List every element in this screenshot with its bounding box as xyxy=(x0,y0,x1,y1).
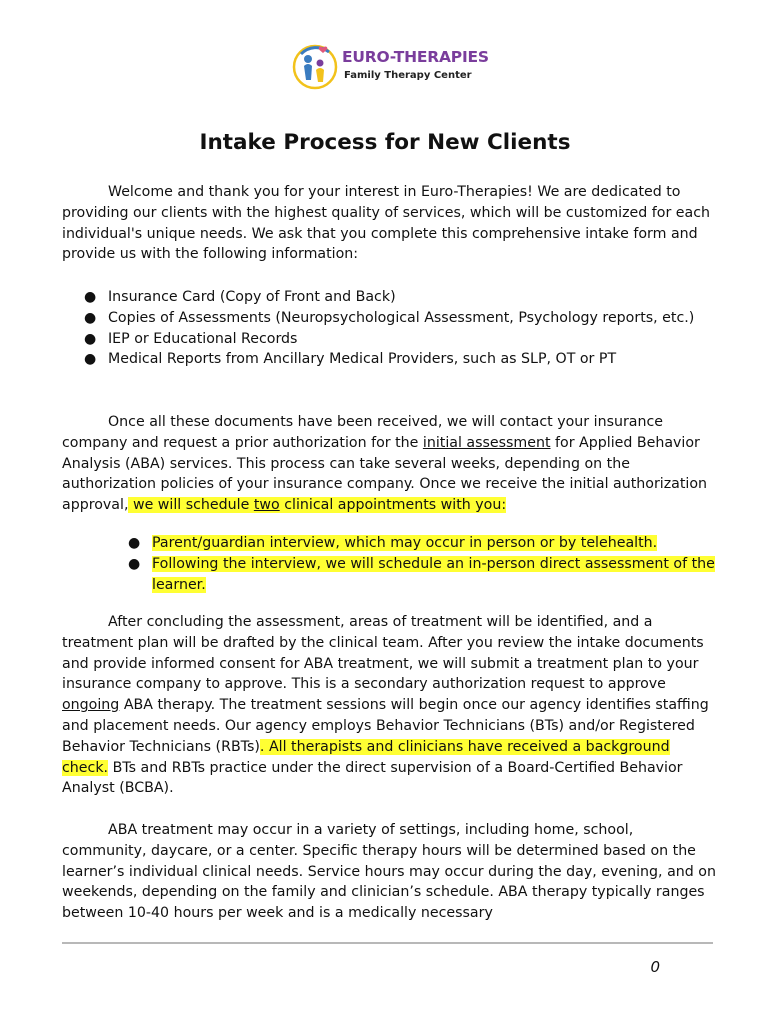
bullet-icon: ● xyxy=(128,555,141,572)
list-item: ● Copies of Assessments (Neuropsychological Assessment, Psychology reports, etc.) xyxy=(84,308,724,329)
authorization-paragraph: Once all these documents have been received, we will contact your insurance company and request a prior authorization for the initial assessment for Applied Behavior Analysis (ABA) services. This process can take several weeks, depending on the authorization policies of your insurance company. Once we receive the initial authorization approval, we will schedule two clinical appointments with you: xyxy=(62,414,708,514)
highlighted-text: . All therapists and clinicians have received a background check. xyxy=(62,738,670,776)
intro-paragraph xyxy=(62,182,718,265)
logo xyxy=(292,42,502,92)
list-item: ● Following the interview, we will schedule an in-person direct assessment of the learner. xyxy=(128,555,715,593)
page-number: 0 xyxy=(650,958,660,976)
bullet-icon: ● xyxy=(84,351,97,368)
bullet-icon: ● xyxy=(84,289,97,305)
highlighted-text: we will schedule two clinical appointments with you: xyxy=(128,497,507,514)
settings-paragraph: ABA treatment may occur in a variety of settings, including home, school, community, daycare, or a center. Specific therapy hours will be determined based on the learner’s individual clinical needs. Service hours may occur during the day, evening, and on weekends, depending on the family and clinician’s schedule. ABA therapy typically ranges between 10-40 hours per week and is a medically necessary xyxy=(62,822,716,922)
logo-title: EURO-THERAPIES xyxy=(342,48,489,66)
ongoing-underline: ongoing xyxy=(62,697,120,714)
list-item: ● Parent/guardian interview, which may occur in person or by telehealth. xyxy=(128,533,728,554)
footer-divider xyxy=(62,942,713,944)
family-logo-icon xyxy=(292,42,338,90)
page-title: Intake Process for New Clients xyxy=(199,130,571,155)
initial-assessment-underline: initial assessment xyxy=(422,434,551,451)
appointments-list xyxy=(128,533,728,595)
bullet-icon: ● xyxy=(128,535,141,551)
list-item: ● IEP or Educational Records xyxy=(84,329,724,350)
list-item: ● Insurance Card (Copy of Front and Back) xyxy=(84,287,724,308)
list-item: ● Medical Reports from Ancillary Medical Providers, such as SLP, OT or PT xyxy=(84,349,724,370)
bullet-icon: ● xyxy=(84,309,97,326)
documents-list xyxy=(84,287,724,370)
logo-subtitle: Family Therapy Center xyxy=(344,70,472,81)
bullet-icon: ● xyxy=(84,330,97,347)
treatment-plan-paragraph: After concluding the assessment, areas of treatment will be identified, and a treatment plan will be drafted by the clinical team. After you review the intake documents and provide informed consent for ABA treatment, we will submit a treatment plan to your insurance company to approve. This is a secondary authorization request to approve ongoing ABA therapy. The treatment sessions will begin once our agency identifies staffing and placement needs. Our agency employs Behavior Technicians (BTs) and/or Registered Behavior Technicians (RBTs). All therapists and clinicians have received a background check. BTs and RBTs practice under the direct supervision of a Board-Certified Behavior Analyst (BCBA). xyxy=(62,614,709,797)
intro-text: Welcome and thank you for your interest in Euro-Therapies! We are dedicated to providing our clients with the highest quality of services, which will be customized for each individual's unique needs. We ask that you complete this comprehensive intake form and provide us with the following information: xyxy=(62,184,711,263)
